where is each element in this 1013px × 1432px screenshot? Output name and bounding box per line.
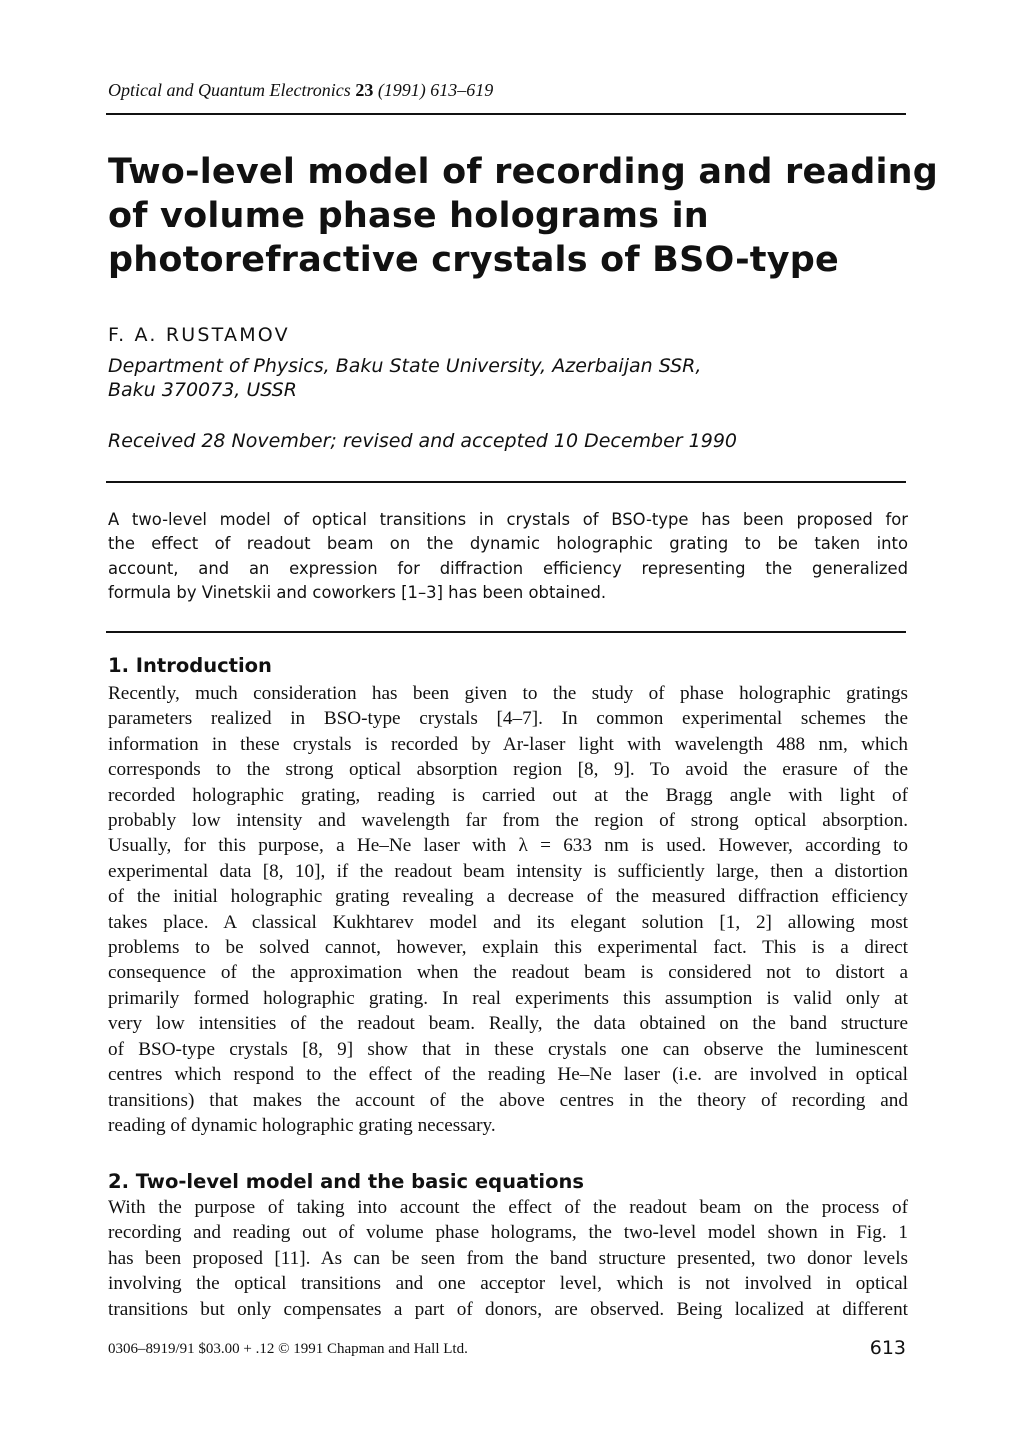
- body-line: transitions) that makes the account of the above centres in the theory of recording and: [108, 1089, 908, 1111]
- body-line: very low intensities of the readout beam. Really, the data obtained on the band structure: [108, 1013, 908, 1035]
- body-line: information in these crystals is recorded by Ar-laser light with wavelength 488 nm, which: [108, 733, 908, 755]
- abstract-line: account, and an expression for diffraction efficiency representing the generalized: [108, 558, 908, 578]
- body-line: parameters realized in BSO-type crystals [4–7]. In common experimental schemes the: [108, 708, 908, 730]
- body-line: takes place. A classical Kukhtarev model and its elegant solution [1, 2] allowing most: [108, 911, 908, 933]
- article-title: [108, 150, 939, 282]
- body-line: probably low intensity and wavelength far from the region of strong optical absorption.: [108, 810, 908, 832]
- body-line: experimental data [8, 10], if the readout beam intensity is sufficiently large, then a distortion: [108, 860, 908, 882]
- abstract-line: the effect of readout beam on the dynamic holographic grating to be taken into: [108, 534, 908, 554]
- affiliation: [108, 354, 701, 402]
- abstract-line: A two-level model of optical transitions in crystals of BSO-type has been proposed for: [108, 510, 908, 529]
- title-line: of volume phase holograms in: [108, 196, 709, 236]
- author-name: F. A. RUSTAMOV: [108, 324, 290, 346]
- body-line: reading of dynamic holographic grating necessary.: [108, 1114, 496, 1136]
- section-heading-two-level-model: 2. Two-level model and the basic equations: [108, 1170, 584, 1193]
- body-line: Recently, much consideration has been given to the study of phase holographic gratings: [108, 683, 908, 704]
- received-dates: Received 28 November; revised and accepted 10 December 1990: [108, 430, 737, 452]
- footer-copyright: 0306–8919/91 $03.00 + .12 © 1991 Chapman and Hall Ltd.: [108, 1341, 468, 1357]
- body-line: centres which respond to the effect of the reading He–Ne laser (i.e. are involved in optical: [108, 1064, 908, 1086]
- body-line: problems to be solved cannot, however, explain this experimental fact. This is a direct: [108, 937, 908, 959]
- journal-header: [108, 80, 493, 101]
- body-line: With the purpose of taking into account the effect of the readout beam on the process of: [108, 1197, 908, 1218]
- section-body-two-level-model: [108, 1195, 908, 1322]
- abstract-top-rule: [106, 481, 906, 483]
- affiliation-line: Department of Physics, Baku State University, Azerbaijan SSR,: [108, 355, 702, 377]
- body-line: of BSO-type crystals [8, 9] show that in these crystals one can observe the luminescent: [108, 1038, 908, 1060]
- journal-volume: 23: [355, 80, 374, 100]
- journal-name: Optical and Quantum Electronics: [108, 80, 351, 100]
- abstract-line: formula by Vinetskii and coworkers [1–3] has been obtained.: [108, 582, 607, 602]
- body-line: recorded holographic grating, reading is carried out at the Bragg angle with light of: [108, 784, 908, 806]
- abstract: [108, 508, 908, 605]
- body-line: of the initial holographic grating revealing a decrease of the measured diffraction efficiency: [108, 886, 908, 908]
- body-line: recording and reading out of volume phase holograms, the two-level model shown in Fig. 1: [108, 1222, 908, 1244]
- body-line: consequence of the approximation when the readout beam is considered not to distort a: [108, 962, 908, 984]
- section-body-introduction: [108, 681, 908, 1138]
- page-number: 613: [869, 1337, 906, 1359]
- abstract-bottom-rule: [106, 631, 906, 633]
- affiliation-line: Baku 370073, USSR: [108, 379, 297, 401]
- body-line: primarily formed holographic grating. In real experiments this assumption is valid only at: [108, 987, 908, 1009]
- body-line: has been proposed [11]. As can be seen from the band structure presented, two donor levels: [108, 1247, 908, 1269]
- body-line: involving the optical transitions and one acceptor level, which is not involved in optical: [108, 1273, 908, 1295]
- body-line: transitions but only compensates a part of donors, are observed. Being localized at different: [108, 1298, 908, 1320]
- section-heading-introduction: 1. Introduction: [108, 654, 272, 677]
- title-line: Two-level model of recording and reading: [108, 152, 939, 192]
- body-line: Usually, for this purpose, a He–Ne laser with λ = 633 nm is used. However, according to: [108, 835, 908, 857]
- title-line: photorefractive crystals of BSO-type: [108, 240, 839, 280]
- header-rule: [106, 113, 906, 115]
- journal-year-pages: (1991) 613–619: [377, 80, 494, 100]
- body-line: corresponds to the strong optical absorption region [8, 9]. To avoid the erasure of the: [108, 759, 908, 781]
